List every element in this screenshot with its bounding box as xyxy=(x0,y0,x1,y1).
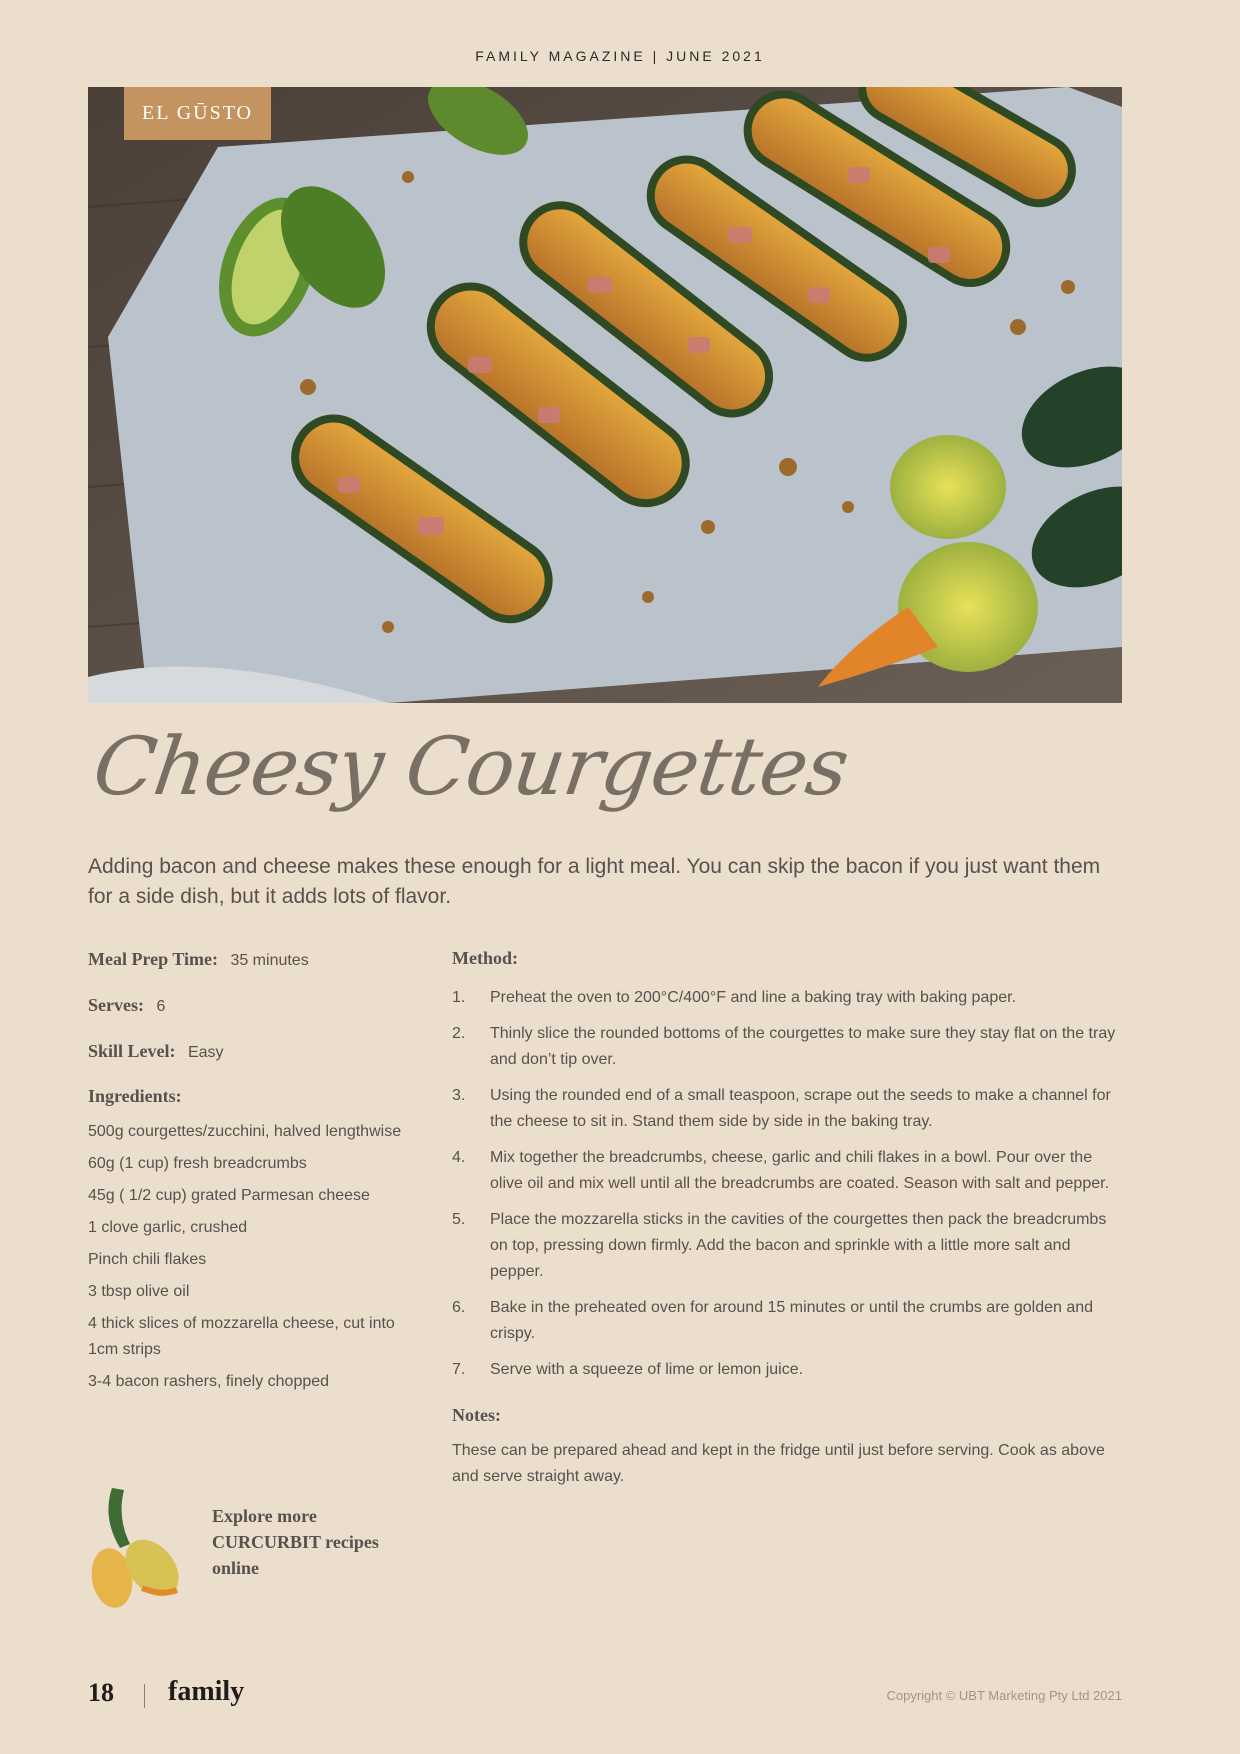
step-number: 6. xyxy=(452,1299,466,1316)
family-logo: family xyxy=(168,1676,245,1707)
method-step xyxy=(452,985,1122,1011)
method-steps xyxy=(452,985,1122,1383)
step-text: Mix together the breadcrumbs, cheese, garlic and chili flakes in a bowl. Pour over the olive oil and mix well until all the breadcrumbs are coated. Season with salt and pepper. xyxy=(490,1149,1110,1192)
step-text: Preheat the oven to 200°C/400°F and line a baking tray with baking paper. xyxy=(490,989,1017,1006)
serves xyxy=(88,994,418,1018)
ingredient-item: 3 tbsp olive oil xyxy=(88,1283,190,1300)
ingredient-item: 500g courgettes/zucchini, halved lengthwise xyxy=(88,1123,402,1140)
ingredients-heading: Ingredients: xyxy=(88,1086,182,1106)
step-number: 3. xyxy=(452,1087,466,1104)
step-text: Bake in the preheated oven for around 15 minutes or until the crumbs are golden and crispy. xyxy=(490,1299,1094,1342)
step-number: 2. xyxy=(452,1025,466,1042)
ingredient-item: 4 thick slices of mozzarella cheese, cut into 1cm strips xyxy=(88,1315,395,1358)
page-number: 18 xyxy=(88,1678,114,1707)
ingredient-item: Pinch chili flakes xyxy=(88,1251,207,1268)
serves-label: Serves: xyxy=(88,995,144,1015)
step-number: 5. xyxy=(452,1211,466,1228)
step-text: Using the rounded end of a small teaspoon, scrape out the seeds to make a channel for the cheese to sit in. Stand them side by side in the baking tray. xyxy=(490,1087,1111,1130)
ingredient-item: 3-4 bacon rashers, finely chopped xyxy=(88,1373,330,1390)
method-step xyxy=(452,1021,1122,1073)
serves-value: 6 xyxy=(156,998,166,1015)
step-number: 1. xyxy=(452,989,466,1006)
method-step xyxy=(452,1295,1122,1347)
ingredient-item: 45g ( 1/2 cup) grated Parmesan cheese xyxy=(88,1187,370,1204)
skill-label: Skill Level: xyxy=(88,1041,176,1061)
method-step xyxy=(452,1357,1122,1383)
notes-heading: Notes: xyxy=(452,1405,501,1425)
meal-prep-label: Meal Prep Time: xyxy=(88,949,218,969)
meal-prep-time xyxy=(88,948,418,972)
recipe-sidebar xyxy=(88,948,418,1401)
recipe-title: Cheesy Courgettes xyxy=(88,720,854,813)
method-step xyxy=(452,1207,1122,1285)
step-number: 4. xyxy=(452,1149,466,1166)
method-heading: Method: xyxy=(452,948,518,968)
hero-food-photo xyxy=(88,87,1122,703)
step-text: Place the mozzarella sticks in the cavities of the courgettes then pack the breadcrumbs on top, pressing down firmly. Add the bacon and sprinkle with a little more salt and pepper. xyxy=(490,1211,1107,1280)
method-step xyxy=(452,1145,1122,1197)
method-section xyxy=(452,948,1122,1490)
copyright-notice: Copyright © UBT Marketing Pty Ltd 2021 xyxy=(886,1688,1122,1703)
method-step xyxy=(452,1083,1122,1135)
ingredients-list xyxy=(88,1119,418,1395)
ingredient-item: 1 clove garlic, crushed xyxy=(88,1219,248,1236)
skill-level xyxy=(88,1040,418,1064)
notes-text: These can be prepared ahead and kept in the fridge until just before serving. Cook as above and serve straight away. xyxy=(452,1442,1105,1485)
step-text: Thinly slice the rounded bottoms of the courgettes to make sure they stay flat on the tray and don’t tip over. xyxy=(490,1025,1116,1068)
meal-prep-value: 35 minutes xyxy=(230,952,309,969)
recipe-intro: Adding bacon and cheese makes these enough for a light meal. You can skip the bacon if you just want them for a side dish, but it adds lots of flavor. xyxy=(88,855,1101,908)
magazine-header: FAMILY MAGAZINE | JUNE 2021 xyxy=(475,48,765,64)
courgette-illustration-icon xyxy=(72,1478,192,1618)
explore-more-promo[interactable] xyxy=(72,1478,392,1618)
skill-value: Easy xyxy=(187,1044,224,1061)
step-text: Serve with a squeeze of lime or lemon juice. xyxy=(490,1361,804,1378)
explore-more-text[interactable]: Explore more CURCURBIT recipes online xyxy=(212,1506,379,1578)
ingredient-item: 60g (1 cup) fresh breadcrumbs xyxy=(88,1155,307,1172)
footer-divider xyxy=(144,1684,145,1708)
el-gusto-badge: EL GŪSTO xyxy=(124,87,271,140)
step-number: 7. xyxy=(452,1361,466,1378)
